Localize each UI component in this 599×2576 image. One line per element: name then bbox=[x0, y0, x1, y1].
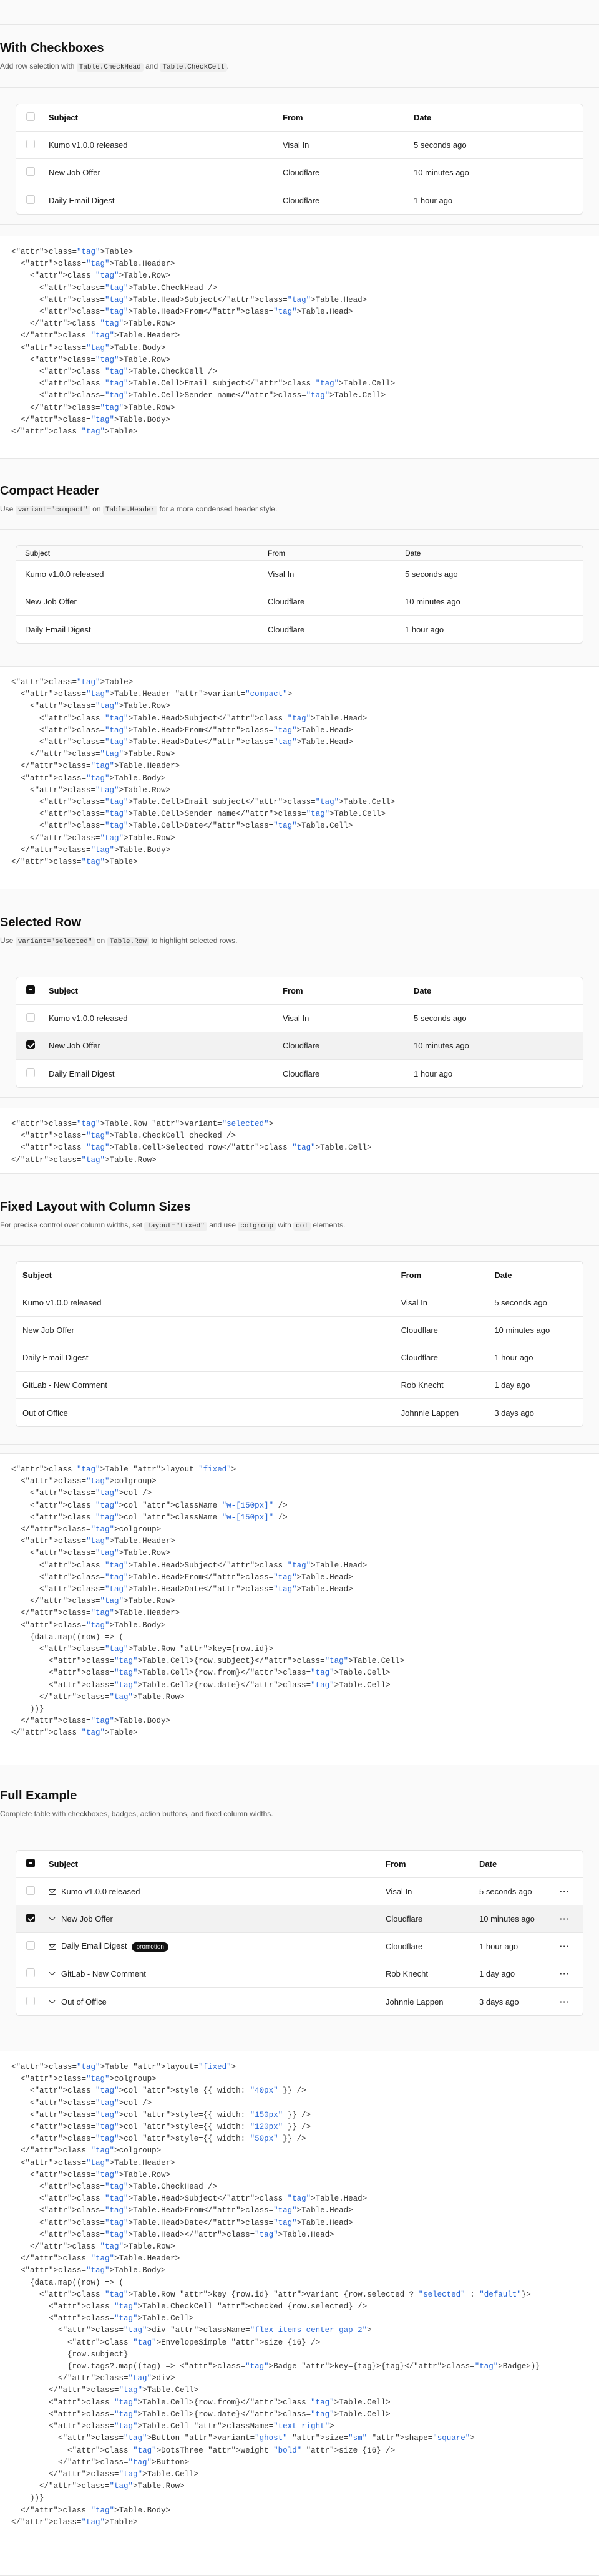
cell-subject: Out of Office bbox=[22, 1408, 68, 1418]
table-header-row-compact bbox=[16, 546, 583, 561]
table-selected bbox=[16, 977, 583, 1088]
cell-subject: Daily Email Digest bbox=[49, 195, 115, 205]
header-date: Date bbox=[414, 986, 432, 995]
table-fixed bbox=[16, 1261, 583, 1427]
cell-from: Visal In bbox=[401, 1298, 428, 1307]
section-full-example bbox=[0, 1789, 599, 1818]
cell-date: 5 seconds ago bbox=[494, 1298, 547, 1307]
cell-from: Cloudflare bbox=[283, 195, 320, 205]
envelope-icon bbox=[49, 1944, 56, 1950]
section-title: Compact Header bbox=[0, 484, 99, 498]
cell-subject: Daily Email Digest bbox=[25, 624, 91, 634]
check-cell[interactable] bbox=[26, 167, 35, 176]
demo-fixed bbox=[0, 1245, 599, 1445]
table-row[interactable] bbox=[16, 159, 583, 186]
demo-selected bbox=[0, 961, 599, 1098]
header-from: From bbox=[386, 1859, 406, 1869]
dots-three-icon: ··· bbox=[560, 1914, 570, 1924]
cell-from: Cloudflare bbox=[386, 1914, 423, 1924]
cell-subject: Out of Office bbox=[61, 1997, 107, 2007]
cell-from: Johnnie Lappen bbox=[401, 1408, 459, 1418]
check-cell-checked[interactable] bbox=[26, 1040, 35, 1049]
cell-date: 5 seconds ago bbox=[414, 140, 467, 150]
cell-date: 1 hour ago bbox=[405, 624, 444, 634]
cell-subject: Kumo v1.0.0 released bbox=[25, 569, 104, 579]
table-full bbox=[16, 1850, 583, 2016]
cell-subject: GitLab - New Comment bbox=[61, 1969, 146, 1978]
cell-from: Visal In bbox=[268, 569, 295, 579]
cell-subject: Kumo v1.0.0 released bbox=[49, 1014, 128, 1023]
check-cell[interactable] bbox=[26, 1941, 35, 1950]
check-head[interactable] bbox=[26, 112, 35, 121]
cell-subject: Kumo v1.0.0 released bbox=[49, 140, 128, 150]
code-block-fixed: <"attr">class="tag">Table "attr">layout="fixed"> <"attr">class="tag">colgroup> <"attr">class="tag">col /> <"attr">class="tag">col "attr">className="w-[150px]" /> <"attr">class="tag">col "attr">className="w-[150px]" /> </"attr">class="tag">colgroup> <"attr">class="tag">Table.Header> <"attr">class="tag">Table.Row> <"attr">class="tag">Table.Head>Subject</"attr">class="tag">Table.Head> <"attr">class="tag">Table.Head>From</"attr">class="tag">Table.Head> <"attr">class="tag">Table.Head>Date</"attr">class="tag">Table.Head> </"attr">class="tag">Table.Row> </"attr">class="tag">Table.Header> <"attr">class="tag">Table.Body> {data.map((row) => ( <"attr">class="tag">Table.Row "attr">key={row.id}> <"attr">class="tag">Table.Cell>{row.subject}</"attr">class="tag">Table.Cell> <"attr">class="tag">Table.Cell>{row.from}</"attr">class="tag">Table.Cell> <"attr">class="tag">Table.Cell>{row.date}</"attr">class="tag">Table.Cell> </"attr">class="tag">Table.Row> ))} </"attr">class="tag">Table.Body> </"attr">class="tag">Table> bbox=[0, 1453, 599, 1765]
table-row[interactable] bbox=[16, 561, 583, 588]
cell-from: Johnnie Lappen bbox=[386, 1997, 444, 2007]
check-head[interactable] bbox=[26, 1859, 35, 1867]
cell-date: 10 minutes ago bbox=[405, 597, 460, 606]
cell-subject: New Job Offer bbox=[49, 168, 100, 177]
cell-from: Cloudflare bbox=[268, 624, 305, 634]
section-description: Use variant="selected" on Table.Row to highlight selected rows. bbox=[0, 936, 238, 946]
cell-from: Cloudflare bbox=[401, 1353, 438, 1362]
cell-from: Visal In bbox=[283, 1014, 309, 1023]
table-row[interactable] bbox=[16, 1878, 583, 1905]
section-compact-header bbox=[0, 484, 599, 514]
header-date: Date bbox=[479, 1859, 497, 1869]
check-cell[interactable] bbox=[26, 1068, 35, 1077]
dots-three-icon: ··· bbox=[560, 1997, 570, 2007]
cell-from: Cloudflare bbox=[283, 1068, 320, 1078]
header-from: From bbox=[401, 1271, 422, 1280]
section-description: Complete table with checkboxes, badges, action buttons, and fixed column widths. bbox=[0, 1809, 273, 1818]
check-cell[interactable] bbox=[26, 1997, 35, 2005]
section-title: With Checkboxes bbox=[0, 41, 104, 55]
cell-subject: Kumo v1.0.0 released bbox=[61, 1887, 140, 1896]
cell-date: 1 hour ago bbox=[479, 1942, 519, 1951]
section-description: For precise control over column widths, set layout="fixed" and use colgroup with col elements. bbox=[0, 1221, 346, 1230]
cell-date: 5 seconds ago bbox=[405, 569, 458, 579]
header-subject: Subject bbox=[25, 548, 51, 558]
cell-subject: New Job Offer bbox=[22, 1325, 74, 1335]
table-row[interactable] bbox=[16, 1060, 583, 1087]
cell-from: Cloudflare bbox=[283, 1041, 320, 1050]
row-actions-button[interactable] bbox=[549, 1942, 580, 1951]
header-date: Date bbox=[494, 1271, 512, 1280]
cell-date: 10 minutes ago bbox=[479, 1914, 535, 1924]
section-description: Add row selection with Table.CheckHead and Table.CheckCell . bbox=[0, 62, 229, 71]
cell-from: Cloudflare bbox=[386, 1942, 423, 1951]
cell-from: Visal In bbox=[283, 140, 309, 150]
header-from: From bbox=[283, 113, 303, 122]
table-row[interactable] bbox=[16, 1960, 583, 1988]
table-row[interactable] bbox=[16, 588, 583, 616]
check-cell-checked[interactable] bbox=[26, 1914, 35, 1922]
top-divider bbox=[0, 0, 599, 25]
code-block-full: <"attr">class="tag">Table "attr">layout="fixed"> <"attr">class="tag">colgroup> <"attr">class="tag">col "attr">style={{ width: "40px" }} /> <"attr">class="tag">col /> <"attr">class="tag">col "attr">style={{ width: "150px" }} /> <"attr">class="tag">col "attr">style={{ width: "120px" }} /> <"attr">class="tag">col "attr">style={{ width: "50px" }} /> </"attr">class="tag">colgroup> <"attr">class="tag">Table.Header> <"attr">class="tag">Table.Row> <"attr">class="tag">Table.CheckHead /> <"attr">class="tag">Table.Head>Subject</"attr">class="tag">Table.Head> <"attr">class="tag">Table.Head>From</"attr">class="tag">Table.Head> <"attr">class="tag">Table.Head>Date</"attr">class="tag">Table.Head> <"attr">class="tag">Table.Head></"attr">class="tag">Table.Head> </"attr">class="tag">Table.Row> </"attr">class="tag">Table.Header> <"attr">class="tag">Table.Body> {data.map((row) => ( <"attr">class="tag">Table.Row "attr">key={row.id} "attr">variant={row.selected ? "selected" : "default"}> <"attr">class="tag">Table.CheckCell "attr">checked={row.selected} /> <"attr">class="tag">Table.Cell> <"attr">class="tag">div "attr">className="flex items-center gap-2"> <"attr">class="tag">EnvelopeSimple "attr">size={16} /> {row.subject} {row.tags?.map((tag) => <"attr">class="tag">Badge "attr">key={tag}>{tag}</"attr">class="tag">Badge>)} </"attr">class="tag">div> </"attr">class="tag">Table.Cell> <"attr">class="tag">Table.Cell>{row.from}</"attr">class="tag">Table.Cell> <"attr">class="tag">Table.Cell>{row.date}</"attr">class="tag">Table.Cell> <"attr">class="tag">Table.Cell "attr">className="text-right"> <"attr">class="tag">Button "attr">variant="ghost" "attr">size="sm" "attr">shape="square"> <"attr">class="tag">DotsThree "attr">weight="bold" "attr">size={16} /> </"attr">class="tag">Button> </"attr">class="tag">Table.Cell> </"attr">class="tag">Table.Row> ))} </"attr">class="tag">Table.Body> </"attr">class="tag">Table> bbox=[0, 2051, 599, 2576]
cell-subject: Daily Email Digest bbox=[61, 1941, 127, 1951]
envelope-icon bbox=[49, 1917, 56, 1922]
cell-subject: GitLab - New Comment bbox=[22, 1380, 107, 1390]
row-actions-button[interactable] bbox=[549, 1997, 580, 2007]
section-selected-row bbox=[0, 916, 599, 946]
code-block-selected: <"attr">class="tag">Table.Row "attr">variant="selected"> <"attr">class="tag">Table.CheckCell checked /> <"attr">class="tag">Table.Cell>Selected row</"attr">class="tag">Table.Cell> </"attr">class="tag">Table.Row> bbox=[0, 1108, 599, 1174]
check-cell[interactable] bbox=[26, 195, 35, 204]
row-actions-button[interactable] bbox=[549, 1887, 580, 1896]
header-from: From bbox=[283, 986, 303, 995]
dots-three-icon: ··· bbox=[560, 1942, 570, 1951]
table-checkboxes bbox=[16, 104, 583, 215]
tag-badge: promotion bbox=[132, 1942, 168, 1952]
cell-subject: Kumo v1.0.0 released bbox=[22, 1298, 102, 1307]
dots-three-icon: ··· bbox=[560, 1969, 570, 1978]
row-actions-button[interactable] bbox=[549, 1914, 580, 1924]
cell-date: 10 minutes ago bbox=[414, 1041, 469, 1050]
section-fixed-layout bbox=[0, 1200, 599, 1230]
table-header-row bbox=[16, 977, 583, 1005]
table-row[interactable] bbox=[16, 132, 583, 159]
cell-from: Cloudflare bbox=[268, 597, 305, 606]
table-header-row bbox=[16, 104, 583, 132]
table-row[interactable] bbox=[16, 616, 583, 643]
section-title: Full Example bbox=[0, 1789, 77, 1803]
table-row[interactable] bbox=[16, 1005, 583, 1032]
check-head[interactable] bbox=[26, 985, 35, 994]
table-row-selected[interactable] bbox=[16, 1032, 583, 1060]
table-row[interactable] bbox=[16, 1317, 583, 1344]
demo-compact bbox=[0, 529, 599, 656]
cell-from: Rob Knecht bbox=[386, 1969, 428, 1978]
section-title: Selected Row bbox=[0, 916, 82, 929]
section-description: Use variant="compact" on Table.Header for a more condensed header style. bbox=[0, 505, 278, 514]
cell-from: Rob Knecht bbox=[401, 1380, 444, 1390]
cell-subject: New Job Offer bbox=[61, 1914, 113, 1924]
cell-date: 3 days ago bbox=[479, 1997, 519, 2007]
check-cell[interactable] bbox=[26, 1886, 35, 1895]
header-date: Date bbox=[414, 113, 432, 122]
cell-date: 1 hour ago bbox=[414, 195, 453, 205]
cell-date: 5 seconds ago bbox=[414, 1014, 467, 1023]
section-checkboxes-header bbox=[0, 41, 599, 71]
table-row[interactable] bbox=[16, 1372, 583, 1399]
cell-subject: Daily Email Digest bbox=[49, 1068, 115, 1078]
demo-full bbox=[0, 1834, 599, 2033]
table-row[interactable] bbox=[16, 1344, 583, 1372]
cell-date: 3 days ago bbox=[494, 1408, 534, 1418]
table-row[interactable] bbox=[16, 1933, 583, 1960]
envelope-icon bbox=[49, 2000, 56, 2005]
cell-date: 1 hour ago bbox=[414, 1068, 453, 1078]
dots-three-icon: ··· bbox=[560, 1887, 570, 1896]
header-date: Date bbox=[405, 548, 421, 558]
cell-subject: New Job Offer bbox=[25, 597, 77, 606]
cell-date: 1 hour ago bbox=[494, 1353, 533, 1362]
cell-subject: Daily Email Digest bbox=[22, 1353, 89, 1362]
table-row-selected[interactable] bbox=[16, 1905, 583, 1933]
envelope-icon bbox=[49, 1972, 56, 1977]
header-subject: Subject bbox=[22, 1271, 52, 1280]
header-subject: Subject bbox=[49, 113, 78, 122]
cell-from: Visal In bbox=[386, 1887, 412, 1896]
table-compact bbox=[16, 545, 583, 644]
cell-from: Cloudflare bbox=[283, 168, 320, 177]
header-subject: Subject bbox=[49, 986, 78, 995]
header-from: From bbox=[268, 548, 285, 558]
check-cell[interactable] bbox=[26, 1013, 35, 1022]
check-cell[interactable] bbox=[26, 140, 35, 148]
cell-date: 1 day ago bbox=[479, 1969, 515, 1978]
table-row[interactable] bbox=[16, 1988, 583, 2015]
row-actions-button[interactable] bbox=[549, 1969, 580, 1978]
code-block-compact: <"attr">class="tag">Table> <"attr">class="tag">Table.Header "attr">variant="compact"> <"attr">class="tag">Table.Row> <"attr">class="tag">Table.Head>Subject</"attr">class="tag">Table.Head> <"attr">class="tag">Table.Head>From</"attr">class="tag">Table.Head> <"attr">class="tag">Table.Head>Date</"attr">class="tag">Table.Head> </"attr">class="tag">Table.Row> </"attr">class="tag">Table.Header> <"attr">class="tag">Table.Body> <"attr">class="tag">Table.Row> <"attr">class="tag">Table.Cell>Email subject</"attr">class="tag">Table.Cell> <"attr">class="tag">Table.Cell>Sender name</"attr">class="tag">Table.Cell> <"attr">class="tag">Table.Cell>Date</"attr">class="tag">Table.Cell> </"attr">class="tag">Table.Row> </"attr">class="tag">Table.Body> </"attr">class="tag">Table> bbox=[0, 666, 599, 889]
cell-from: Cloudflare bbox=[401, 1325, 438, 1335]
table-row[interactable] bbox=[16, 1399, 583, 1426]
demo-checkboxes bbox=[0, 87, 599, 225]
cell-date: 10 minutes ago bbox=[414, 168, 469, 177]
envelope-icon bbox=[49, 1889, 56, 1895]
section-title: Fixed Layout with Column Sizes bbox=[0, 1200, 191, 1214]
check-cell[interactable] bbox=[26, 1968, 35, 1977]
cell-date: 10 minutes ago bbox=[494, 1325, 550, 1335]
code-block-checkboxes: <"attr">class="tag">Table> <"attr">class="tag">Table.Header> <"attr">class="tag">Table.Row> <"attr">class="tag">Table.CheckHead /> <"attr">class="tag">Table.Head>Subject</"attr">class="tag">Table.Head> <"attr">class="tag">Table.Head>From</"attr">class="tag">Table.Head> </"attr">class="tag">Table.Row> </"attr">class="tag">Table.Header> <"attr">class="tag">Table.Body> <"attr">class="tag">Table.Row> <"attr">class="tag">Table.CheckCell /> <"attr">class="tag">Table.Cell>Email subject</"attr">class="tag">Table.Cell> <"attr">class="tag">Table.Cell>Sender name</"attr">class="tag">Table.Cell> </"attr">class="tag">Table.Row> </"attr">class="tag">Table.Body> </"attr">class="tag">Table> bbox=[0, 236, 599, 459]
table-row[interactable] bbox=[16, 186, 583, 214]
cell-date: 5 seconds ago bbox=[479, 1887, 532, 1896]
table-row[interactable] bbox=[16, 1289, 583, 1317]
table-header-row bbox=[16, 1262, 583, 1289]
cell-subject: New Job Offer bbox=[49, 1041, 100, 1050]
table-header-row bbox=[16, 1851, 583, 1878]
header-subject: Subject bbox=[49, 1859, 78, 1869]
cell-date: 1 day ago bbox=[494, 1380, 530, 1390]
